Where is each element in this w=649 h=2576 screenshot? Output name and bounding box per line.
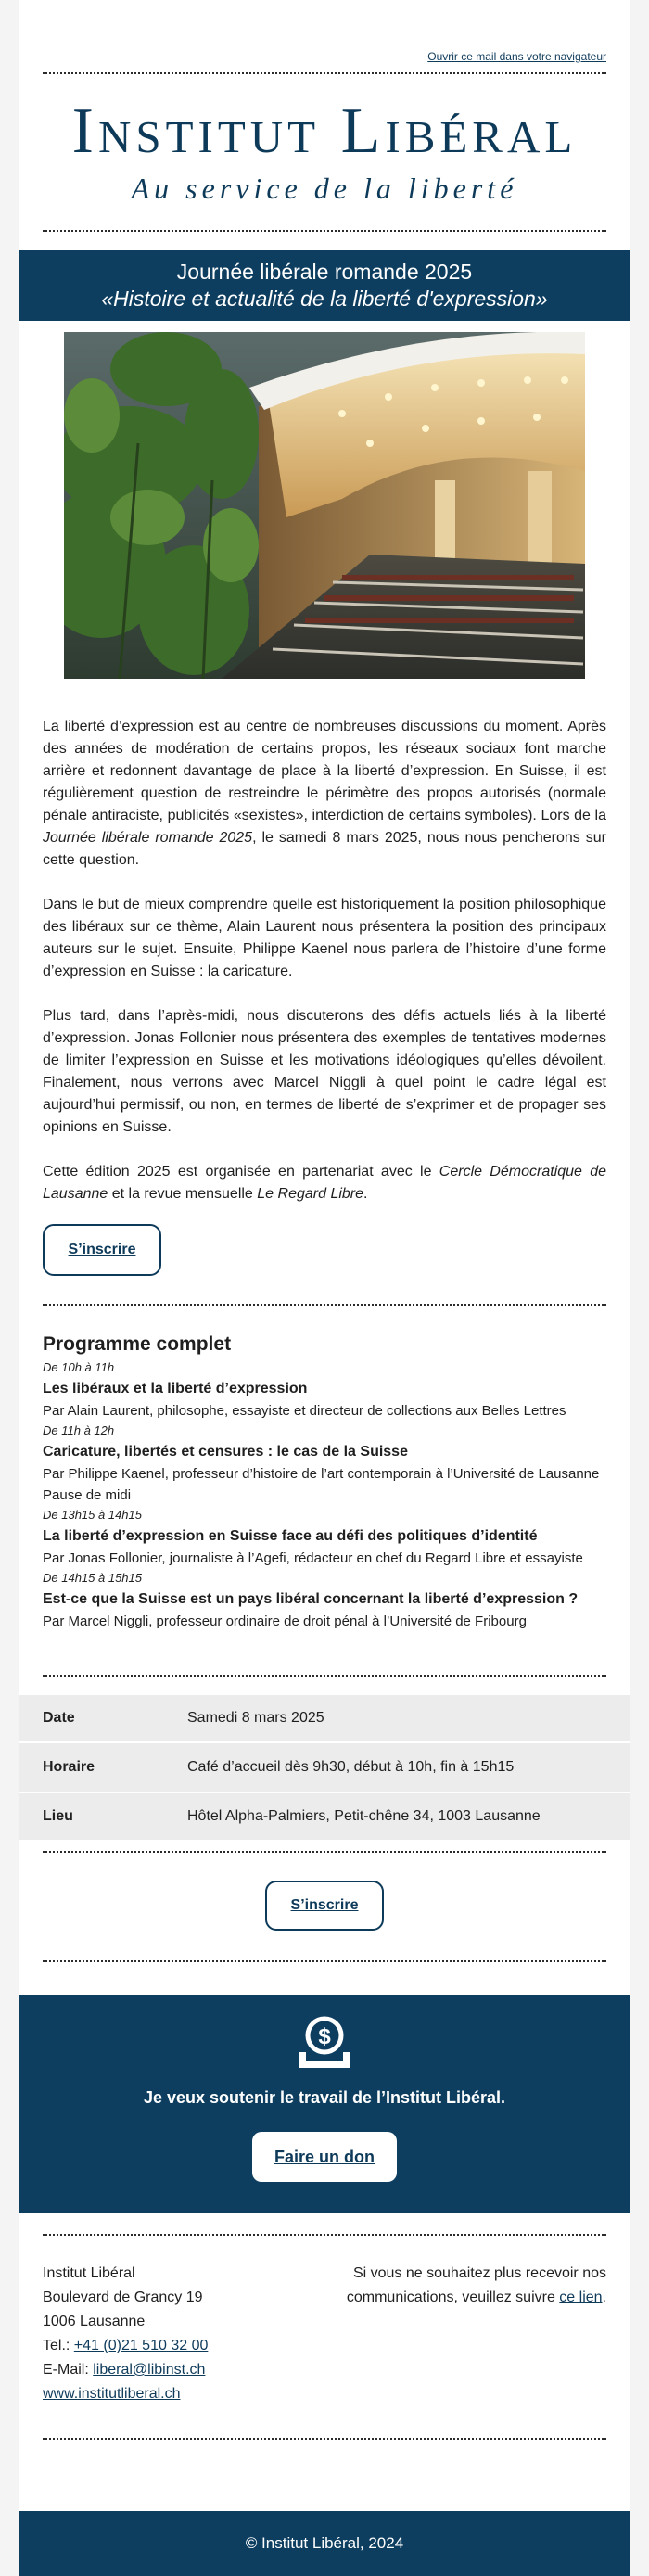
- lunch-break: Pause de midi: [43, 1487, 132, 1503]
- footer: [19, 2236, 630, 2438]
- donation-text: Je veux soutenir le travail de l’Institut Libéral.: [143, 2088, 506, 2107]
- register-button-row: [19, 1853, 630, 1960]
- divider: [43, 2438, 606, 2440]
- programme-section: [19, 1306, 630, 1675]
- register-button[interactable]: S’inscrire: [43, 1224, 161, 1276]
- session-title: Les libéraux et la liberté d’expression: [43, 1381, 308, 1396]
- venue-photo: [64, 332, 585, 679]
- info-value: Samedi 8 mars 2025: [187, 1710, 324, 1726]
- footer-street: Boulevard de Grancy 19: [43, 2289, 203, 2305]
- footer-email: E-Mail: liberal@libinst.ch: [43, 2362, 206, 2378]
- phone-link[interactable]: +41 (0)21 510 32 00: [73, 2338, 209, 2353]
- session-speaker: Par Marcel Niggli, professeur ordinaire de droit pénal à l’Université de Fribourg: [43, 1613, 527, 1629]
- footer-address: [43, 2262, 208, 2438]
- info-label: Date: [43, 1710, 75, 1726]
- session-time: De 14h15 à 15h15: [43, 1571, 142, 1585]
- info-value: Hôtel Alpha-Palmiers, Petit-chêne 34, 1003 Lausanne: [187, 1808, 541, 1824]
- venue-photo-image: [64, 332, 585, 679]
- logo[interactable]: [19, 74, 630, 230]
- intro-paragraph: Cette édition 2025 est organisée en partenariat avec le Cercle Démocratique de Lausanne et la revue mensuelle Le Regard Libre.: [43, 1164, 606, 1202]
- programme-title: Programme complet: [43, 1333, 232, 1355]
- programme-item: [43, 1358, 606, 1422]
- unsubscribe-link[interactable]: ce lien: [559, 2289, 603, 2305]
- footer-city: 1006 Lausanne: [43, 2314, 146, 2329]
- programme-item: [43, 1506, 606, 1569]
- svg-text:$: $: [318, 2024, 331, 2049]
- session-title: Caricature, libertés et censures : le cas de la Suisse: [43, 1444, 408, 1460]
- email-link[interactable]: liberal@libinst.ch: [93, 2362, 206, 2378]
- session-speaker: Par Jonas Follonier, journaliste à l’Agefi, rédacteur en chef du Regard Libre et essayiste: [43, 1550, 583, 1566]
- footer-org: Institut Libéral: [43, 2265, 135, 2281]
- divider: [43, 230, 606, 232]
- event-info-table: [19, 1695, 630, 1840]
- browser-link-row: [19, 0, 630, 72]
- unsubscribe-text: Si vous ne souhaitez plus recevoir nos communications, veuillez suivre ce lien.: [346, 2265, 606, 2305]
- programme-item: [43, 1569, 606, 1632]
- donation-icon: [297, 2015, 352, 2069]
- register-button-secondary[interactable]: S’inscrire: [265, 1881, 384, 1931]
- event-subtitle: «Histoire et actualité de la liberté d'expression»: [101, 287, 548, 311]
- session-speaker: Par Alain Laurent, philosophe, essayiste et directeur de collections aux Belles Lettres: [43, 1403, 566, 1419]
- email-container: [19, 0, 630, 2576]
- session-time: De 10h à 11h: [43, 1360, 115, 1374]
- open-in-browser-link[interactable]: Ouvrir ce mail dans votre navigateur: [427, 50, 606, 63]
- copyright-bar: © Institut Libéral, 2024: [19, 2511, 630, 2576]
- event-banner: [19, 250, 630, 321]
- divider: [43, 1960, 606, 1962]
- info-label: Lieu: [43, 1808, 73, 1824]
- intro-paragraph: La liberté d’expression est au centre de nombreuses discussions du moment. Après des années de modération de certains propos, les réseaux sociaux font marche arrière et redonnent davantage de place à la liberté d’expression. En Suisse, il est régulièrement question de restreindre le périmètre des propos autorisés (normale pénale antiraciste, publicités «sexistes», interdiction de certains symboles). Lors de la Journée libérale romande 2025, le samedi 8 mars 2025, nous nous pencherons sur cette question.: [43, 719, 606, 868]
- info-row-hours: [19, 1743, 630, 1792]
- divider: [43, 1675, 606, 1677]
- session-time: De 13h15 à 14h15: [43, 1508, 142, 1522]
- event-title: Journée libérale romande 2025: [176, 260, 473, 284]
- logo-title: Institut Libéral: [71, 95, 578, 167]
- session-time: De 11h à 12h: [43, 1423, 115, 1437]
- info-row-date: [19, 1695, 630, 1741]
- donate-button[interactable]: Faire un don: [252, 2132, 397, 2182]
- logo-tagline: Au service de la liberté: [131, 171, 518, 205]
- session-speaker: Par Philippe Kaenel, professeur d’histoire de l’art contemporain à l’Université de Lausanne: [43, 1466, 600, 1482]
- intro-paragraph: Plus tard, dans l’après-midi, nous discuterons des défis actuels liés à la liberté d’expression. Jonas Follonier nous présentera des exemples de tentatives modernes de limiter l’expression en Suisse et les motivations idéologiques qu’elles dévoilent. Finalement, nous verrons avec Marcel Niggli à quel point le cadre légal est aujourd’hui permissif, ou non, en termes de liberté de s’exprimer et de propager ses opinions en Suisse.: [43, 1008, 606, 1135]
- programme-item: [43, 1422, 606, 1485]
- intro-paragraph: Dans le but de mieux comprendre quelle est historiquement la position philosophique des libéraux sur ce thème, Alain Laurent nous présentera la position des principaux auteurs sur le sujet. Ensuite, Philippe Kaenel nous parlera de l’histoire d’une forme d’expression en Suisse : la caricature.: [43, 897, 606, 979]
- session-title: Est-ce que la Suisse est un pays libéral concernant la liberté d’expression ?: [43, 1591, 579, 1607]
- info-row-place: [19, 1793, 630, 1840]
- info-label: Horaire: [43, 1759, 95, 1775]
- intro-text: [19, 716, 630, 1276]
- website-link[interactable]: www.institutliberal.ch: [43, 2386, 181, 2402]
- footer-tel: Tel.: +41 (0)21 510 32 00: [43, 2338, 209, 2353]
- donation-section: [19, 1995, 630, 2213]
- session-title: La liberté d’expression en Suisse face au défi des politiques d’identité: [43, 1528, 538, 1544]
- info-value: Café d’accueil dès 9h30, début à 10h, fin à 15h15: [187, 1759, 515, 1775]
